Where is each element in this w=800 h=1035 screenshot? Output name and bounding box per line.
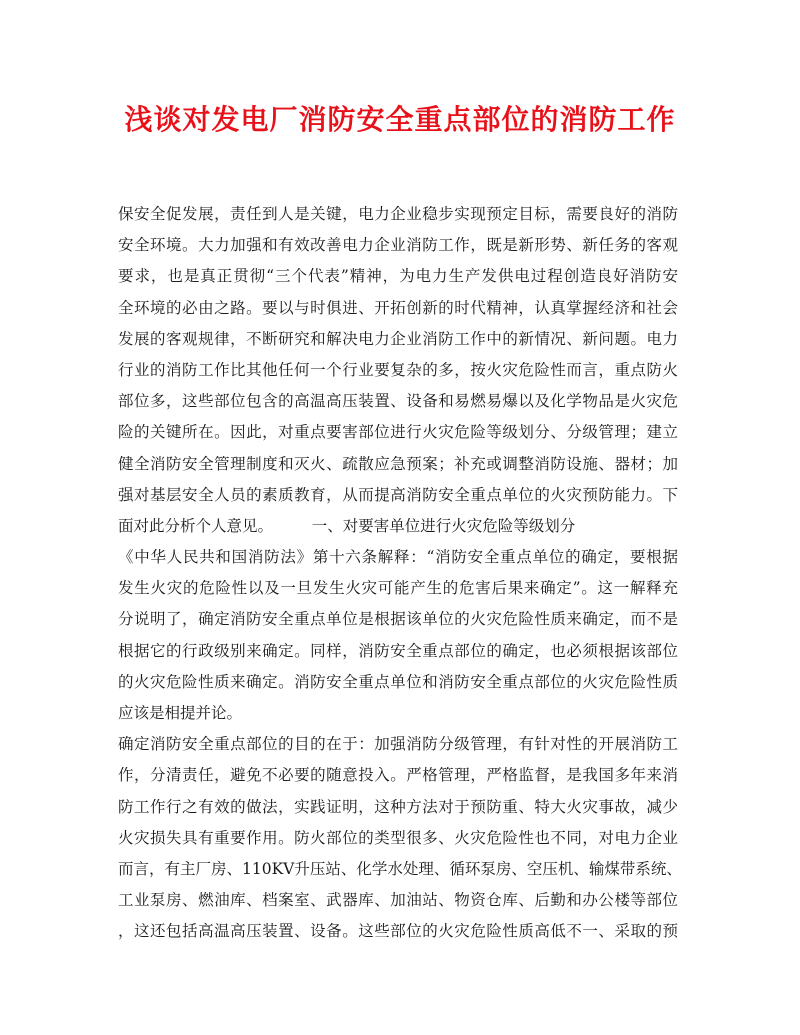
body-line: 行业的消防工作比其他任何一个行业要复杂的多，按火灾危险性而言，重点防火 <box>118 360 678 379</box>
body-line: 根据它的行政级别来确定。同样，消防安全重点部位的确定，也必须根据该部位 <box>118 641 678 660</box>
body-line: 要求，也是真正贯彻“三个代表”精神，为电力生产发供电过程创造良好消防安 <box>118 267 678 286</box>
body-line: 安全环境。大力加强和有效改善电力企业消防工作，既是新形势、新任务的客观 <box>118 236 678 255</box>
body-line: 工业泵房、燃油库、档案室、武器库、加油站、物资仓库、后勤和办公楼等部位 <box>118 891 678 910</box>
body-line: 应该是相提并论。 <box>118 704 243 722</box>
body-line: 发生火灾的危险性以及一旦发生火灾可能产生的危害后果来确定”。这一解释充 <box>118 579 678 598</box>
body-line: ，这还包括高温高压装置、设备。这些部位的火灾危险性质高低不一、采取的预 <box>118 922 678 941</box>
body-line: 而言，有主厂房、110KV升压站、化学水处理、循环泵房、空压机、输煤带系统、 <box>118 859 682 878</box>
body-line: 强对基层安全人员的素质教育，从而提高消防安全重点单位的火灾预防能力。下 <box>118 485 678 504</box>
body-line: 防工作行之有效的做法，实践证明，这种方法对于预防重、特大火灾事故，减少 <box>118 797 678 816</box>
body-line: 保安全促发展，责任到人是关键，电力企业稳步实现预定目标，需要良好的消防 <box>118 205 678 223</box>
body-line: 确定消防安全重点部位的目的在于：加强消防分级管理，有针对性的开展消防工 <box>118 735 678 754</box>
body-line: 火灾损失具有重要作用。防火部位的类型很多、火灾危险性也不同，对电力企业 <box>118 828 678 847</box>
body-line: 分说明了，确定消防安全重点单位是根据该单位的火灾危险性质来确定，而不是 <box>118 610 678 629</box>
body-line: 《中华人民共和国消防法》第十六条解释：“消防安全重点单位的确定，要根据 <box>118 548 678 567</box>
body-line: 面对此分析个人意见。 一、对要害单位进行火灾危险等级划分 <box>118 516 576 535</box>
body-line: 发展的客观规律，不断研究和解决电力企业消防工作中的新情况、新问题。电力 <box>118 329 678 348</box>
document-title: 浅谈对发电厂消防安全重点部位的消防工作 <box>124 103 676 136</box>
body-line: 健全消防安全管理制度和灭火、疏散应急预案；补充或调整消防设施、器材；加 <box>118 454 678 473</box>
body-line: 作，分清责任，避免不必要的随意投入。严格管理，严格监督，是我国多年来消 <box>118 766 678 785</box>
body-line: 全环境的必由之路。要以与时俱进、开拓创新的时代精神，认真掌握经济和社会 <box>118 298 678 317</box>
body-line: 险的关键所在。因此，对重点要害部位进行火灾危险等级划分、分级管理；建立 <box>118 423 678 442</box>
body-line: 部位多，这些部位包含的高温高压装置、设备和易燃易爆以及化学物品是火灾危 <box>118 392 678 411</box>
body-line: 的火灾危险性质来确定。消防安全重点单位和消防安全重点部位的火灾危险性质 <box>118 672 678 691</box>
document-body <box>118 199 682 948</box>
